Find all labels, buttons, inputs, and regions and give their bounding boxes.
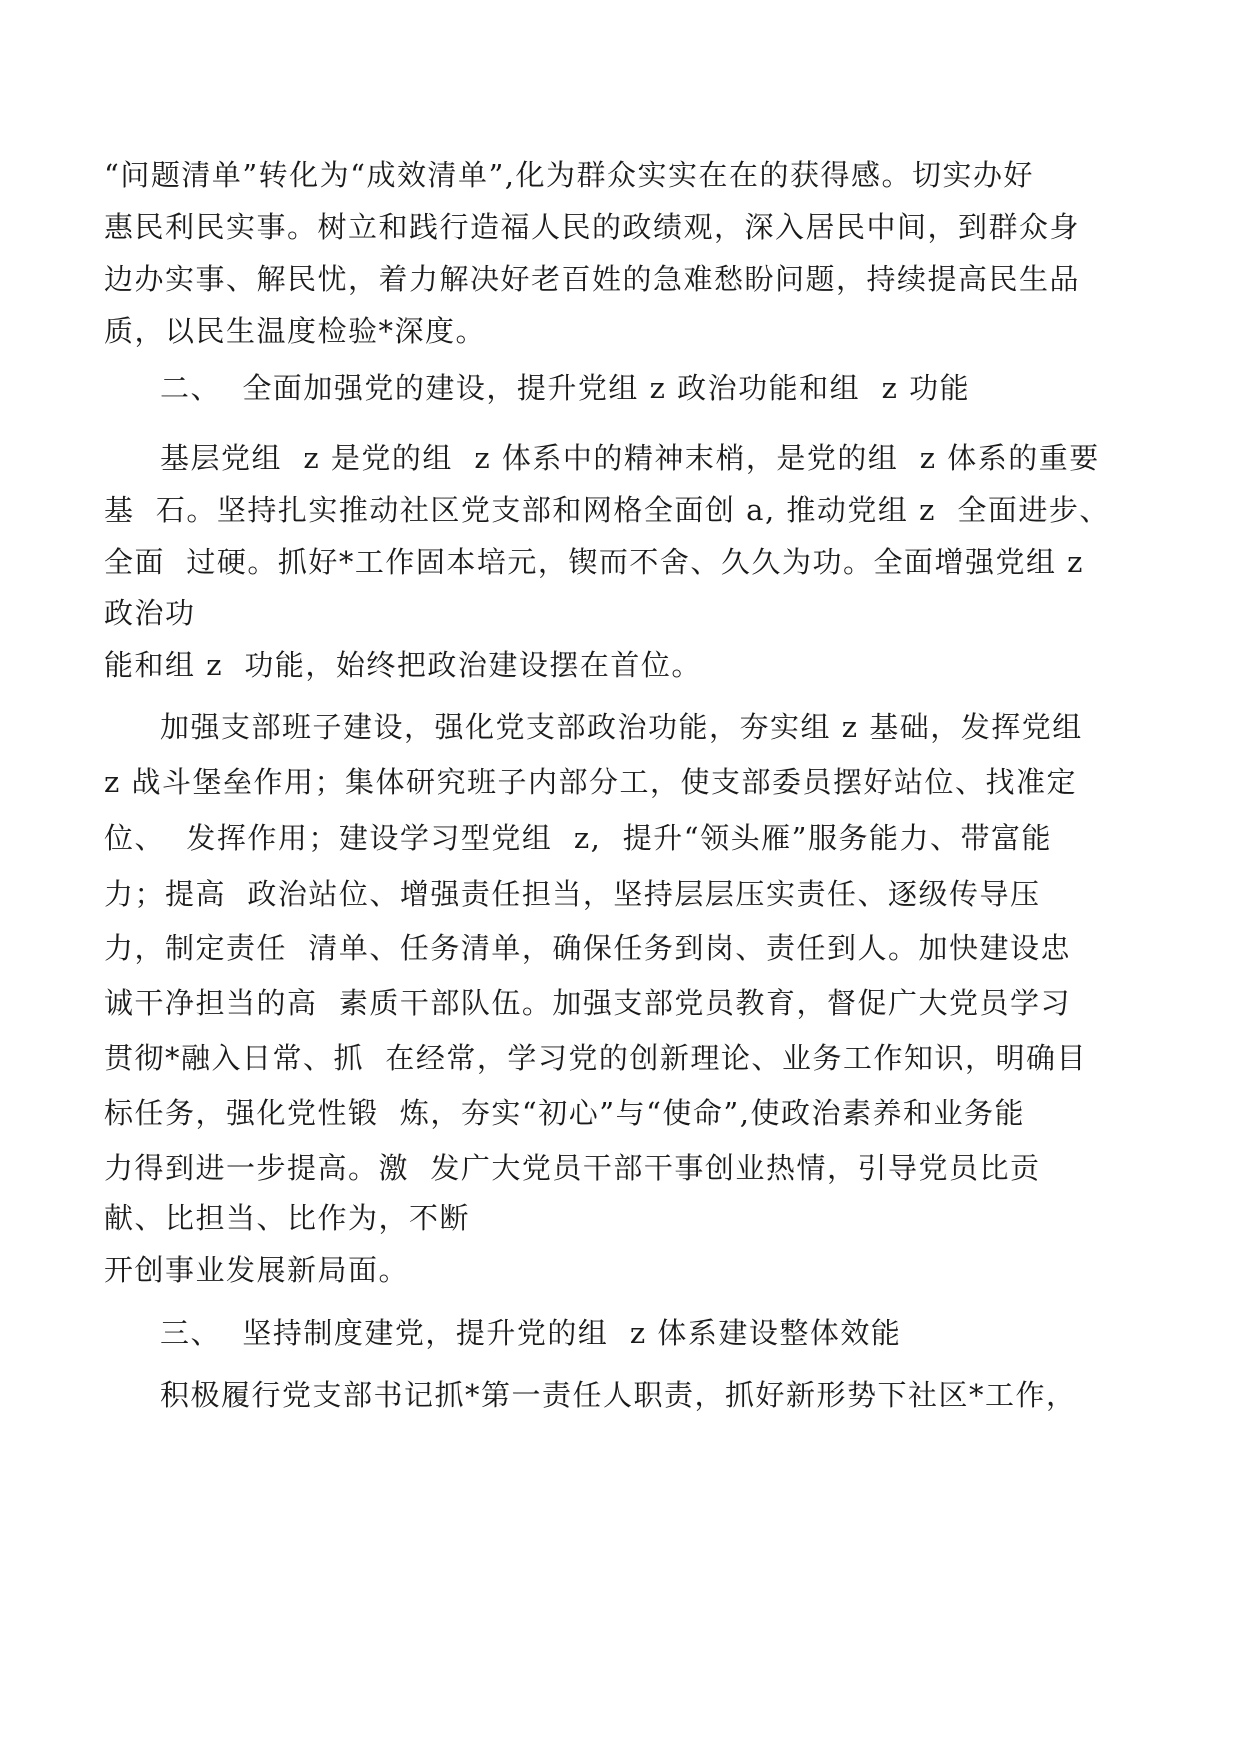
- paragraph-3-line-10: 献、比担当、比作为，不断: [104, 1201, 471, 1235]
- paragraph-2-line-3: 全面 过硬。抓好*工作固本培元，锲而不舍、久久为功。全面增强党组 z: [104, 545, 1084, 579]
- paragraph-2-line-2: 基 石。坚持扎实推动社区党支部和网格全面创 a, 推动党组 z 全面进步、: [104, 493, 1110, 527]
- paragraph-3-line-2: z 战斗堡垒作用；集体研究班子内部分工，使支部委员摆好站位、找准定: [104, 765, 1077, 799]
- paragraph-2-line-1: 基层党组 z 是党的组 z 体系中的精神末梢，是党的组 z 体系的重要: [160, 441, 1100, 475]
- paragraph-1-line-1: “问题清单”转化为“成效清单”,化为群众实实在在的获得感。切实办好: [104, 158, 1035, 192]
- paragraph-3-line-8: 标任务，强化党性锻 炼，夯实“初心”与“使命”,使政治素养和业务能: [104, 1096, 1025, 1130]
- paragraph-2-line-4: 政治功: [104, 596, 196, 630]
- section-heading-2: 二、 全面加强党的建设，提升党组 z 政治功能和组 z 功能: [160, 371, 971, 405]
- paragraph-1-line-2: 惠民利民实事。树立和践行造福人民的政绩观，深入居民中间，到群众身: [104, 210, 1081, 244]
- paragraph-1-line-4: 质，以民生温度检验*深度。: [104, 314, 487, 348]
- paragraph-3-line-1: 加强支部班子建设，强化党支部政治功能，夯实组 z 基础，发挥党组: [160, 710, 1083, 744]
- paragraph-3-line-6: 诚干净担当的高 素质干部队伍。加强支部党员教育，督促广大党员学习: [104, 986, 1071, 1020]
- paragraph-3-line-3: 位、 发挥作用；建设学习型党组 z, 提升“领头雁”服务能力、带富能: [104, 821, 1052, 855]
- paragraph-3-line-11: 开创事业发展新局面。: [104, 1253, 410, 1287]
- paragraph-3-line-5: 力，制定责任 清单、任务清单，确保任务到岗、责任到人。加快建设忠: [104, 931, 1071, 965]
- paragraph-2-line-5: 能和组 z 功能，始终把政治建设摆在首位。: [104, 648, 702, 682]
- paragraph-3-line-9: 力得到进一步提高。激 发广大党员干部干事创业热情，引导党员比贡: [104, 1151, 1041, 1185]
- paragraph-1-line-3: 边办实事、解民忧，着力解决好老百姓的急难愁盼问题，持续提高民生品: [104, 262, 1081, 296]
- paragraph-3-line-4: 力；提高 政治站位、增强责任担当，坚持层层压实责任、逐级传导压: [104, 877, 1041, 911]
- paragraph-3-line-7: 贯彻*融入日常、抓 在经常，学习党的创新理论、业务工作知识，明确目: [104, 1041, 1087, 1075]
- paragraph-4-line-1: 积极履行党支部书记抓*第一责任人职责，抓好新形势下社区*工作，: [160, 1378, 1077, 1412]
- section-heading-3: 三、 坚持制度建党，提升党的组 z 体系建设整体效能: [160, 1316, 902, 1350]
